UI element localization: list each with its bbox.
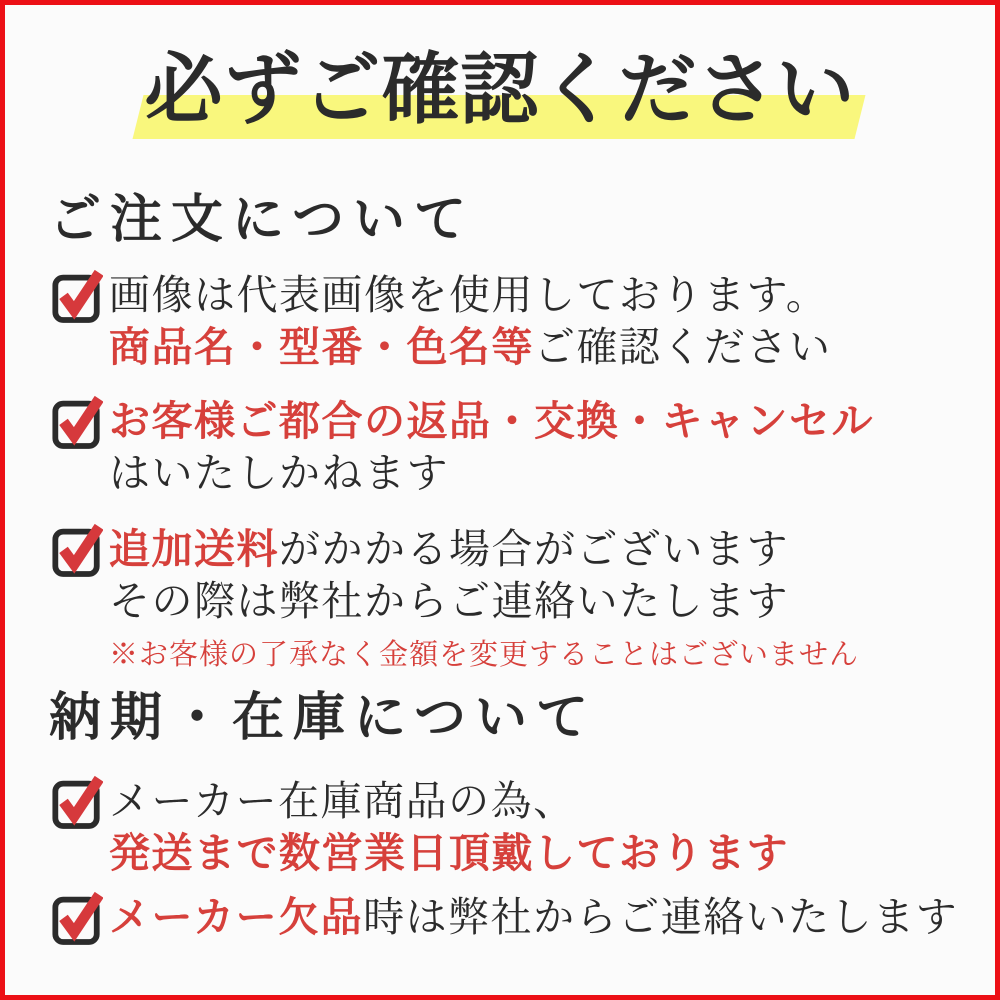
item-line: [109, 523, 859, 575]
footnote: ※お客様の了承なく金額を変更することはございません: [109, 637, 860, 671]
text-segment: メーカー欠品: [109, 893, 364, 941]
text-segment: 時は弊社からご連絡いたします: [363, 893, 959, 941]
checkbox-checked-icon: [51, 769, 103, 831]
item-line: [109, 447, 874, 499]
checkbox-checked-icon: [51, 517, 103, 579]
item-line: [109, 827, 789, 879]
section-heading-order: ご注文について: [49, 189, 475, 250]
item-line: [109, 321, 832, 373]
text-segment: ご確認ください: [534, 323, 832, 371]
text-segment: メーカー在庫商品の為、: [109, 777, 576, 825]
checklist-item: [51, 269, 832, 373]
checklist-item: [51, 775, 789, 879]
text-segment: 発送まで数営業日頂戴しております: [109, 829, 789, 877]
item-text: [109, 395, 874, 499]
page-title: 必ずご確認ください: [144, 44, 856, 135]
item-line: [109, 269, 832, 321]
checkbox-checked-icon: [51, 885, 103, 947]
checklist-item: [51, 891, 958, 947]
text-segment: 追加送料: [109, 525, 279, 573]
checkbox-checked-icon: [51, 389, 103, 451]
item-line: [109, 891, 958, 943]
section-heading-stock: 納期・在庫について: [49, 687, 597, 748]
item-text: [109, 269, 832, 373]
text-segment: はいたしかねます: [109, 449, 449, 497]
text-segment: お客様ご都合の返品・交換・キャンセル: [109, 397, 874, 445]
checkbox-checked-icon: [51, 263, 103, 325]
text-segment: その際は弊社からご連絡いたします: [109, 577, 789, 625]
item-line: [109, 775, 789, 827]
item-text: [109, 523, 859, 671]
item-line: [109, 395, 874, 447]
checklist-item: [51, 523, 859, 671]
item-text: [109, 891, 958, 943]
text-segment: 商品名・型番・色名等: [109, 323, 534, 371]
item-line: [109, 575, 859, 627]
text-segment: がかかる場合がございます: [279, 525, 789, 573]
item-text: [109, 775, 789, 879]
checklist-item: [51, 395, 874, 499]
text-segment: 画像は代表画像を使用しております。: [109, 271, 829, 319]
